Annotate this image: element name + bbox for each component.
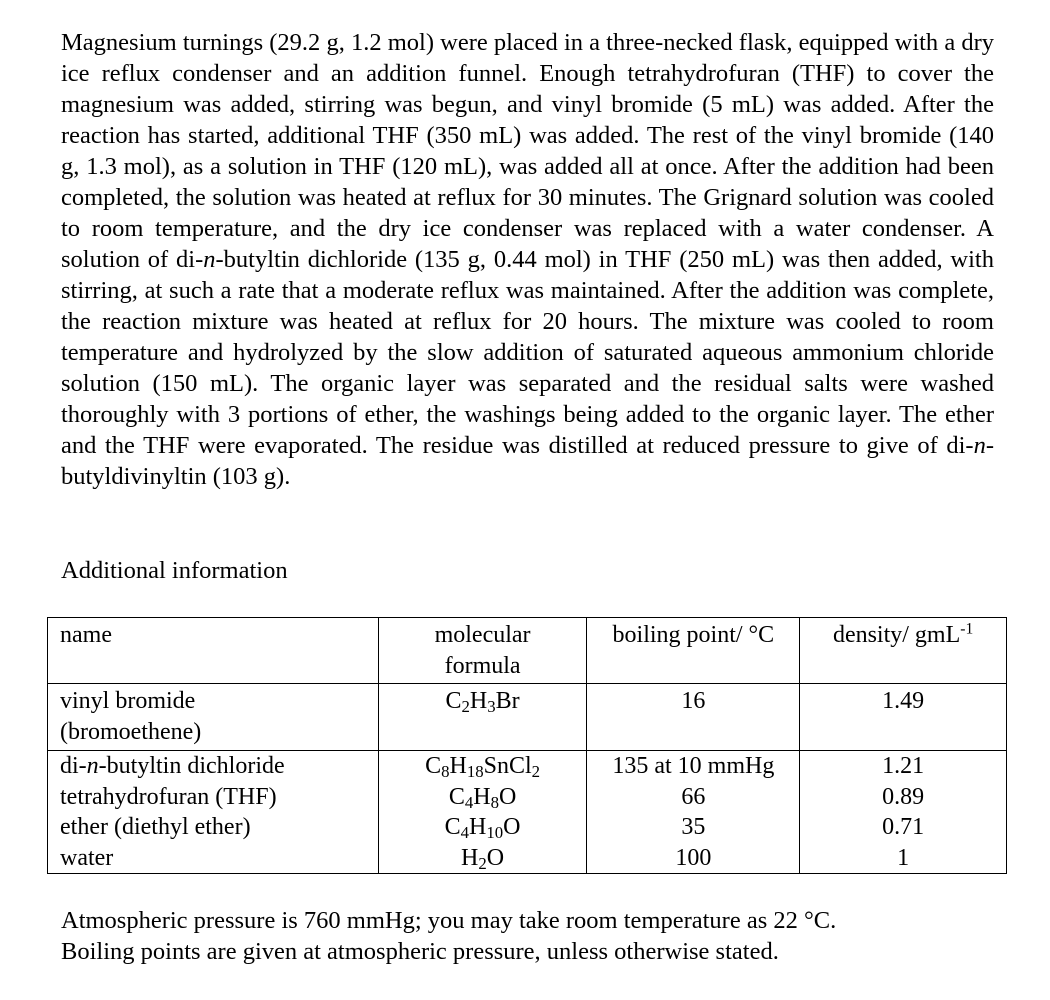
formula-part: O [498,783,517,810]
cell-density: 0.71 [800,812,1007,843]
footer-note [61,905,836,967]
formula-part: H [469,814,487,840]
cell-formula [378,782,587,813]
formula-sub: 4 [464,792,474,812]
formula-sub: 10 [486,823,504,843]
formula-part: O [486,844,505,871]
name-pre: di- [60,753,87,779]
name-line2: (bromoethene) [60,718,202,745]
cell-name: water [48,843,379,874]
cell-formula [378,684,587,751]
cell-name: ether (diethyl ether) [48,812,379,843]
formula-part: H [473,783,491,810]
table-header-row [48,618,1007,684]
header-formula [378,618,587,684]
footer-line1: Atmospheric pressure is 760 mmHg; you may take room temperature as 22 °C. [61,907,837,934]
cell-density: 0.89 [800,782,1007,813]
name-line1: vinyl bromide [60,688,196,714]
table-row [48,843,1007,874]
procedure-text-3: -butyldivinyltin (103 g). [61,432,994,490]
cell-boiling-point: 66 [587,782,800,813]
formula-part: H [469,688,488,714]
cell-boiling-point: 135 at 10 mmHg [587,751,800,782]
cell-boiling-point: 16 [587,684,800,751]
cell-density: 1 [800,843,1007,874]
table-row [48,751,1007,782]
footer-line2: Boiling points are given at atmospheric pressure, unless otherwise stated. [61,938,779,965]
formula-part: C [425,753,442,779]
cell-formula [378,843,587,874]
procedure-text-2: -butyltin dichloride (135 g, 0.44 mol) in THF (250 mL) was then added, with stirring, at such a rate that a moderate reflux was maintained. After the addition was complete, the reaction mixture was heated at reflux for 20 hours. The mixture was cooled to room temperature and hydrolyzed by the slow addition of saturated aqueous ammonium chloride solution (150 mL). The organic layer was separated and the residual salts were washed thoroughly with 3 portions of ether, the washings being added to the organic layer. The ether and the THF were evaporated. The residue was distilled at reduced pressure to give of di- [61,246,994,459]
procedure-text-1: Magnesium turnings (29.2 g, 1.2 mol) were placed in a three-necked flask, equipped with a dry ice reflux condenser and an addition funnel. Enough tetrahydrofuran (THF) to cover the magnesium was added, stirring was begun, and vinyl bromide (5 mL) was added. After the reaction has started, additional THF (350 mL) was added. The rest of the vinyl bromide (140 g, 1.3 mol), as a solution in THF (120 mL), was added all at once. After the addition had been completed, the solution was heated at reflux for 30 minutes. The Grignard solution was cooled to room temperature, and the dry ice condenser was replaced with a water condenser. A solution of di- [61,29,994,273]
header-density-base: density/ gmL [832,622,961,648]
table-row [48,782,1007,813]
procedure-italic-n-2: n [973,432,986,459]
formula-sub: 8 [490,792,499,812]
formula-sub: 2 [478,853,487,873]
additional-information-heading: Additional information [61,557,288,584]
formula-sub: 2 [531,762,541,782]
cell-density: 1.49 [800,684,1007,751]
cell-name: tetrahydrofuran (THF) [48,782,379,813]
formula-sub: 18 [466,762,484,782]
header-name: name [48,618,379,684]
formula-part: H [449,753,467,779]
cell-name [48,684,379,751]
table-row [48,684,1007,751]
header-formula-line2: formula [444,652,521,679]
name-italic: n [86,753,99,779]
formula-part: Br [495,688,520,714]
formula-part: O [503,814,521,840]
header-boiling-point: boiling point/ °C [587,618,800,684]
formula-part: C [444,814,461,840]
formula-part: C [445,688,462,714]
formula-part: SnCl [483,753,532,779]
formula-sub: 8 [441,762,450,782]
cell-formula [378,751,587,782]
cell-boiling-point: 100 [587,843,800,874]
formula-part: H [461,844,479,871]
formula-sub: 4 [460,823,470,843]
cell-density: 1.21 [800,751,1007,782]
cell-formula [378,812,587,843]
formula-sub: 3 [487,697,496,717]
header-density [800,618,1007,684]
properties-table [47,617,1007,874]
cell-boiling-point: 35 [587,812,800,843]
header-formula-line1: molecular [434,622,531,648]
table-row [48,812,1007,843]
procedure-italic-n-1: n [203,246,216,273]
name-post: -butyltin dichloride [98,753,285,779]
header-density-sup: -1 [960,620,974,638]
formula-sub: 2 [461,697,470,717]
cell-name [48,751,379,782]
formula-part: C [448,783,465,810]
procedure-paragraph [61,27,994,492]
